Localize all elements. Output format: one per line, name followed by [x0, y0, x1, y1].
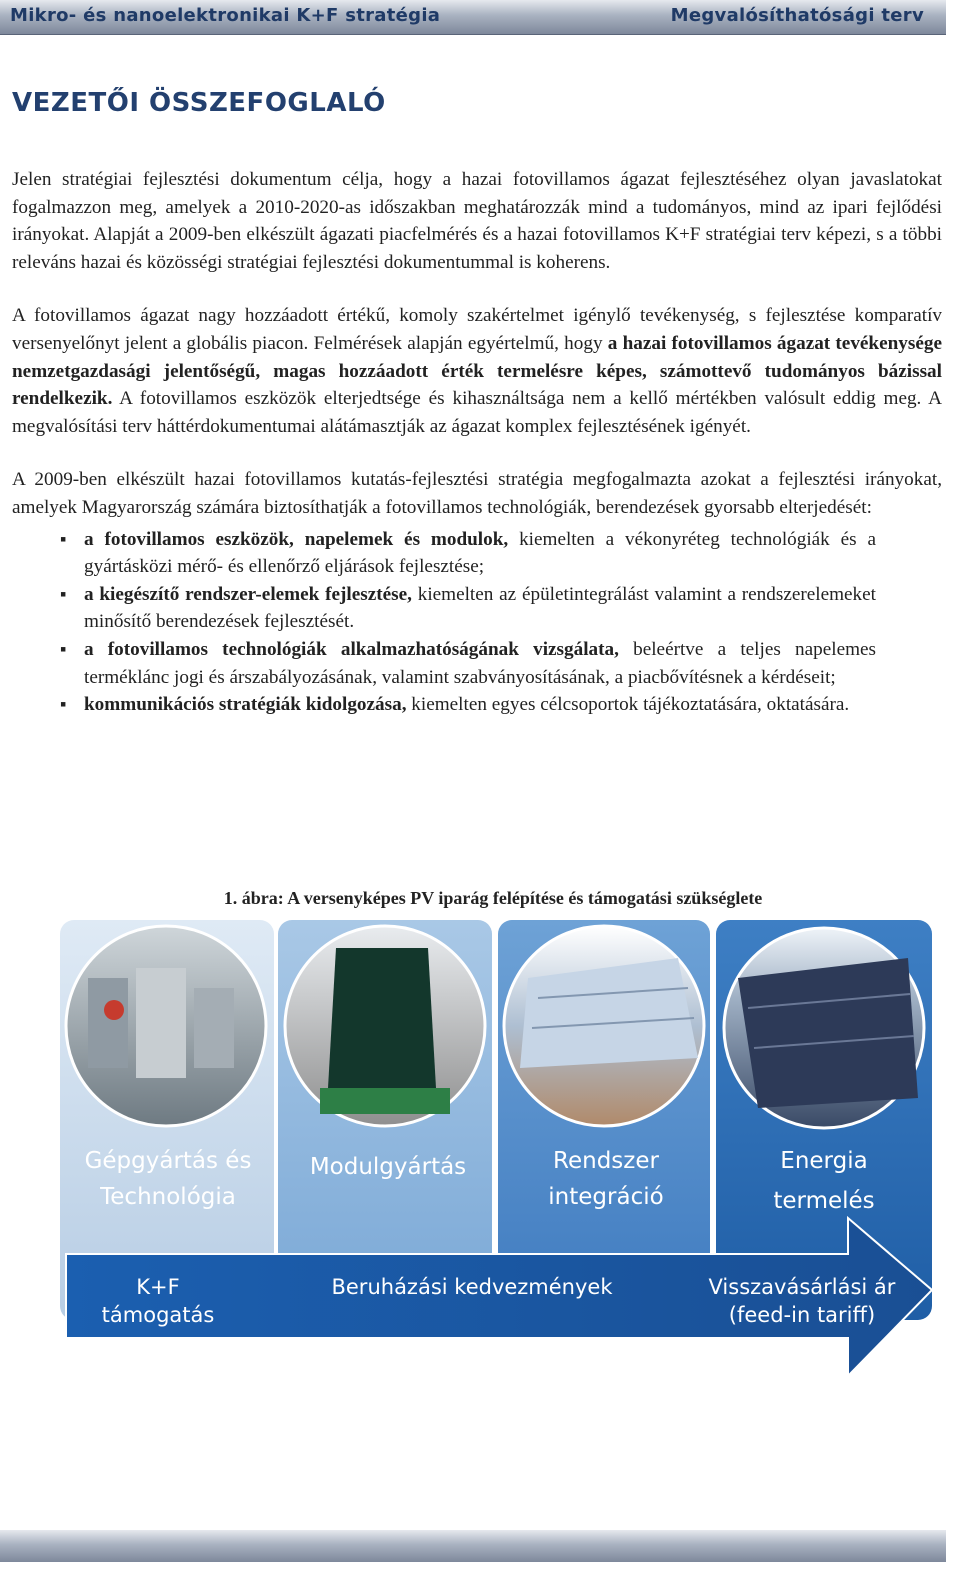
page-title: VEZETŐI ÖSSZEFOGLALÓ — [12, 88, 386, 118]
arrow-label-b: Beruházási kedvezmények — [331, 1275, 613, 1299]
bullet-4-bold: kommunikációs stratégiák kidolgozása, — [84, 694, 407, 716]
header-right-title: Megvalósíthatósági terv — [670, 5, 924, 26]
label-col1-line2: Technológia — [100, 1184, 236, 1210]
label-col2-line1: Modulgyártás — [309, 1154, 467, 1180]
arrow-label-c1: Visszavásárlási ár — [708, 1275, 896, 1299]
pv-industry-figure — [58, 918, 934, 1388]
footer-bar — [0, 1530, 946, 1562]
label-col4-line2: termelés — [773, 1188, 875, 1214]
bullet-3-text: beleértve a teljes napelemes terméklánc jogi és árszabályozásának, valamint szabványosításának, a piacbővítésnek a kérdéseit; — [84, 638, 876, 688]
paragraph-3: A 2009-ben elkészült hazai fotovillamos kutatás-fejlesztési stratégia megfogalmazta azokat a fejlesztési irányokat, amelyek Magyarország számára biztosíthatják a fotovillamos technológiák, berendezések gyorsabb elterjedését: — [12, 469, 942, 518]
label-col1-line1: Gépgyártás és — [84, 1148, 252, 1174]
bullet-item-1 — [84, 526, 876, 581]
photo-module — [285, 926, 485, 1126]
bullet-3-bold: a fotovillamos technológiák alkalmazhatóságának vizsgálata, — [84, 638, 619, 660]
header-left-title: Mikro- és nanoelektronikai K+F stratégia — [10, 5, 441, 26]
bullet-2-bold: a kiegészítő rendszer-elemek fejlesztése, — [84, 583, 412, 605]
header-bar — [0, 0, 946, 35]
figure-caption: 1. ábra: A versenyképes PV iparág felépítése és támogatási szükséglete — [223, 888, 763, 908]
arrow-label-c2: (feed-in tariff) — [728, 1303, 876, 1327]
paragraph-2-start: A fotovillamos ágazat nagy hozzáadott értékű, komoly szakértelmet igénylő tevékenység, s fejlesztése komparatív versenyelőnyt jelent a globális piacon. Felmérések alapján egyértelmű, hogy — [12, 305, 942, 354]
label-col4-line1: Energia — [780, 1148, 868, 1174]
paragraph-1: Jelen stratégiai fejlesztési dokumentum célja, hogy a hazai fotovillamos ágazat fejlesztéséhez olyan javaslatokat fogalmazzon meg, amelyek a 2010-2020-as időszakban meghatározzák mind a tudományos, mind az ipari fejlődési irányokat. Alapját a 2009-ben elkészült ágazati piacfelmérés és a hazai fotovillamos K+F stratégiai terv képezi, s a többi releváns hazai és közösségi stratégiai fejlesztési dokumentummal is koherens. — [12, 169, 942, 273]
document-body — [12, 166, 942, 719]
label-col3-line2: integráció — [548, 1184, 664, 1210]
bullet-item-4 — [84, 691, 876, 719]
photo-machinery — [66, 926, 266, 1126]
photo-roof-panels — [504, 926, 704, 1126]
paragraph-2 — [12, 302, 942, 440]
label-col3-line1: Rendszer — [553, 1148, 659, 1174]
bullet-list — [12, 526, 942, 719]
arrow-label-a2: támogatás — [101, 1303, 215, 1327]
bullet-item-2 — [84, 581, 876, 636]
bullet-2-text: kiemelten az épületintegrálást valamint a rendszerelemeket minősítő berendezések fejlesztését. — [84, 583, 876, 633]
bullet-4-text: kiemelten egyes célcsoportok tájékoztatására, oktatására. — [406, 694, 850, 716]
bullet-1-bold: a fotovillamos eszközök, napelemek és modulok, — [84, 528, 509, 550]
paragraph-2-end: A fotovillamos eszközök elterjedtsége és kihasználtsága nem a kellő mértékben valósult eddig meg. A megvalósítási terv háttérdokumentumai alátámasztják az ágazat komplex fejlesztésének igényét. — [12, 388, 942, 437]
bullet-1-text: kiemelten a vékonyréteg technológiák és a gyártásközi mérő- és ellenőrző eljárások fejlesztése; — [84, 528, 876, 578]
bullet-item-3 — [84, 636, 876, 691]
arrow-label-a1: K+F — [136, 1275, 180, 1299]
paragraph-2-bold: a hazai fotovillamos ágazat tevékenysége nemzetgazdasági jelentőségű, magas hozzáadott érték termelésre képes, számottevő tudományos bázissal rendelkezik. — [12, 332, 942, 410]
photo-solar-farm — [724, 928, 924, 1128]
